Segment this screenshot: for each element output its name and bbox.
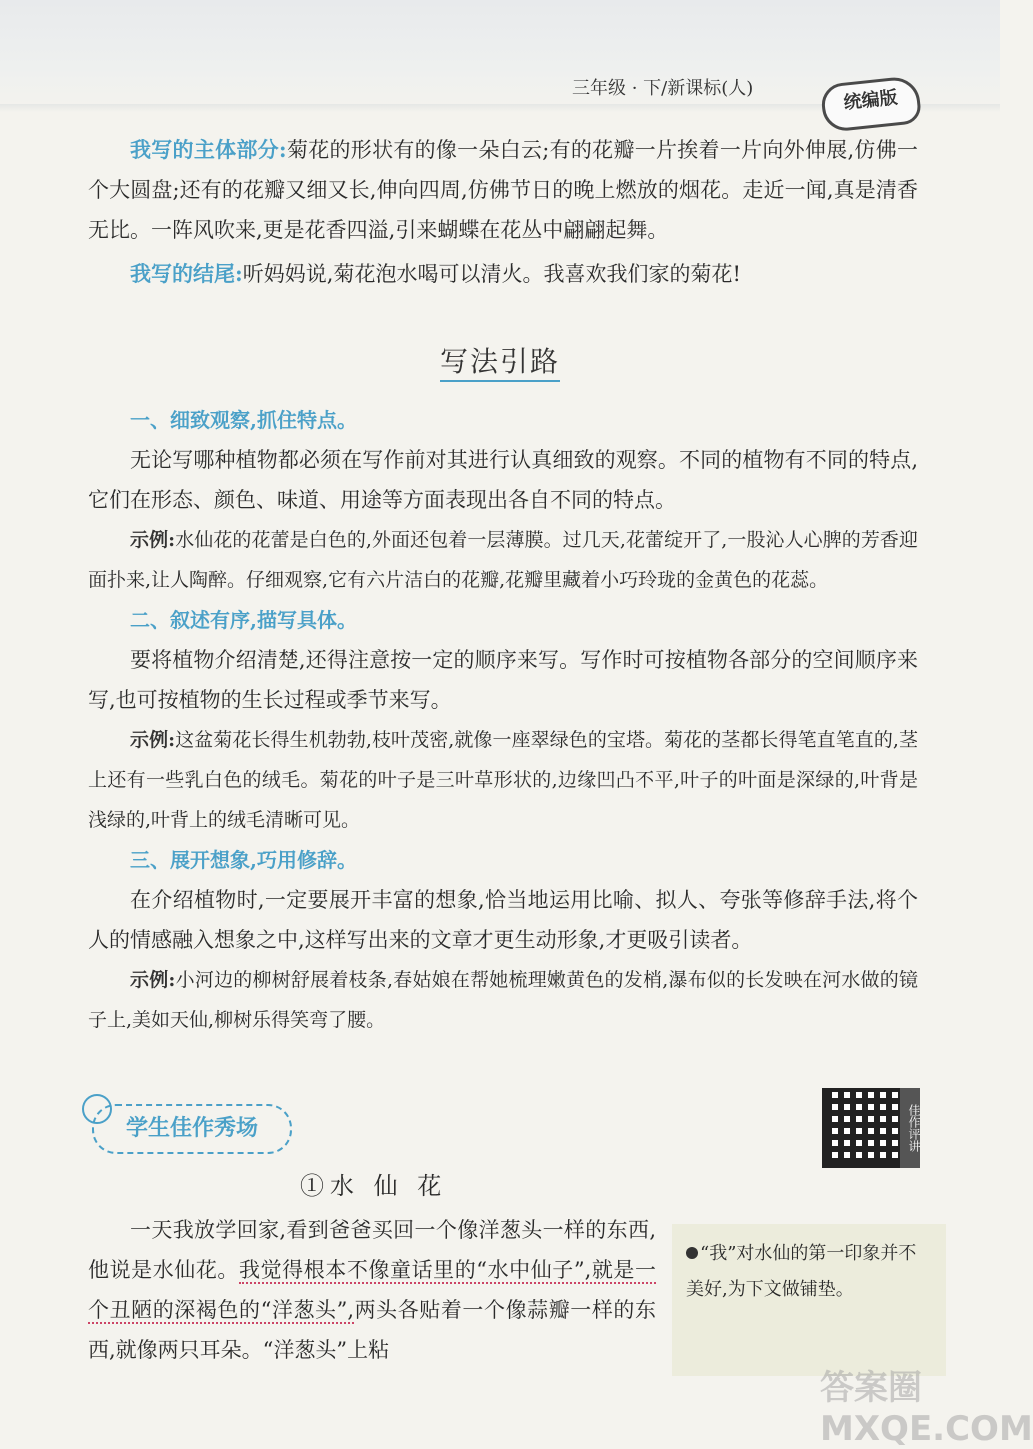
tip-text: 在介绍植物时,一定要展开丰富的想象,恰当地运用比喻、拟人、夸张等修辞手法,将个人的情感融入想象之中,这样写出来的文章才更生动形象,才更吸引读者。 — [88, 888, 918, 952]
story-text-a: 一天我放学回家,看到爸爸买回一个像洋葱头一样的东西,他说是水仙花。 — [88, 1218, 656, 1282]
side-note — [672, 1224, 946, 1376]
story-text-c: 两头各贴着一个像蒜瓣一样的东西,就像两只耳朵。“洋葱头”上粘 — [88, 1298, 656, 1362]
ending-text: 听妈妈说,菊花泡水喝可以清火。我喜欢我们家的菊花! — [242, 262, 741, 286]
bullet-icon — [686, 1247, 698, 1259]
showcase-banner: 学生佳作秀场 — [92, 1104, 292, 1154]
tip-text: 要将植物介绍清楚,还得注意按一定的顺序来写。写作时可按植物各部分的空间顺序来写,也可按植物的生长过程或季节来写。 — [88, 648, 918, 712]
tip-heading: 一、细致观察,抓住特点。 — [130, 408, 357, 432]
tip-heading: 二、叙述有序,描写具体。 — [130, 608, 357, 632]
tip-heading: 三、展开想象,巧用修辞。 — [130, 848, 357, 872]
ending-label: 我写的结尾: — [130, 261, 243, 286]
edition-seal: 统编版 — [820, 75, 922, 133]
example-text: 水仙花的花蕾是白色的,外面还包着一层薄膜。过几天,花蕾绽开了,一股沁人心脾的芳香迎面扑来,让人陶醉。仔细观察,它有六片洁白的花瓣,花瓣里藏着小巧玲珑的金黄色的花蕊。 — [88, 529, 919, 591]
tip-text: 无论写哪种植物都必须在写作前对其进行认真细致的观察。不同的植物有不同的特点,它们在形态、颜色、味道、用途等方面表现出各自不同的特点。 — [88, 448, 918, 512]
tips-block — [88, 400, 918, 1040]
main-part-label: 我写的主体部分: — [130, 137, 287, 162]
grade-label: 三年级 · 下/新课标(人) — [572, 78, 754, 99]
example-text: 小河边的柳树舒展着枝条,春姑娘在帮她梳理嫩黄色的发梢,瀑布似的长发映在河水做的镜子上,美如天仙,柳树乐得笑弯了腰。 — [88, 969, 918, 1031]
story-body — [88, 1210, 656, 1370]
side-note-text: “我”对水仙的第一印象并不美好,为下文做铺垫。 — [686, 1243, 917, 1300]
example-label: 示例: — [130, 969, 176, 991]
story-title: ①水 仙 花 — [300, 1172, 448, 1200]
watermark-logo: 答案圈 MXQE.COM — [820, 1368, 1033, 1449]
main-part-text: 菊花的形状有的像一朵白云;有的花瓣一片挨着一片向外伸展,仿佛一个大圆盘;还有的花瓣又细又长,伸向四周,仿佛节日的晚上燃放的烟花。走近一闻,真是清香无比。一阵风吹来,更是花香四溢,引来蝴蝶在花丛中翩翩起舞。 — [88, 138, 918, 242]
qr-code-icon[interactable] — [822, 1088, 902, 1168]
example-text: 这盆菊花长得生机勃勃,枝叶茂密,就像一座翠绿色的宝塔。菊花的茎都长得笔直笔直的,茎上还有一些乳白色的绒毛。菊花的叶子是三叶草形状的,边缘凹凸不平,叶子的叶面是深绿的,叶背是浅绿的,叶背上的绒毛清晰可见。 — [88, 729, 919, 831]
example-label: 示例: — [130, 529, 176, 551]
example-label: 示例: — [130, 729, 176, 751]
section-title: 写法引路 — [440, 340, 560, 382]
body-top — [88, 130, 918, 294]
story-text-underlined: 我觉得根本不像童话里的“水中仙子”,就是一个丑陋的深褐色的“洋葱头”, — [88, 1258, 656, 1322]
qr-side-label: 佳作评讲 — [900, 1088, 920, 1168]
